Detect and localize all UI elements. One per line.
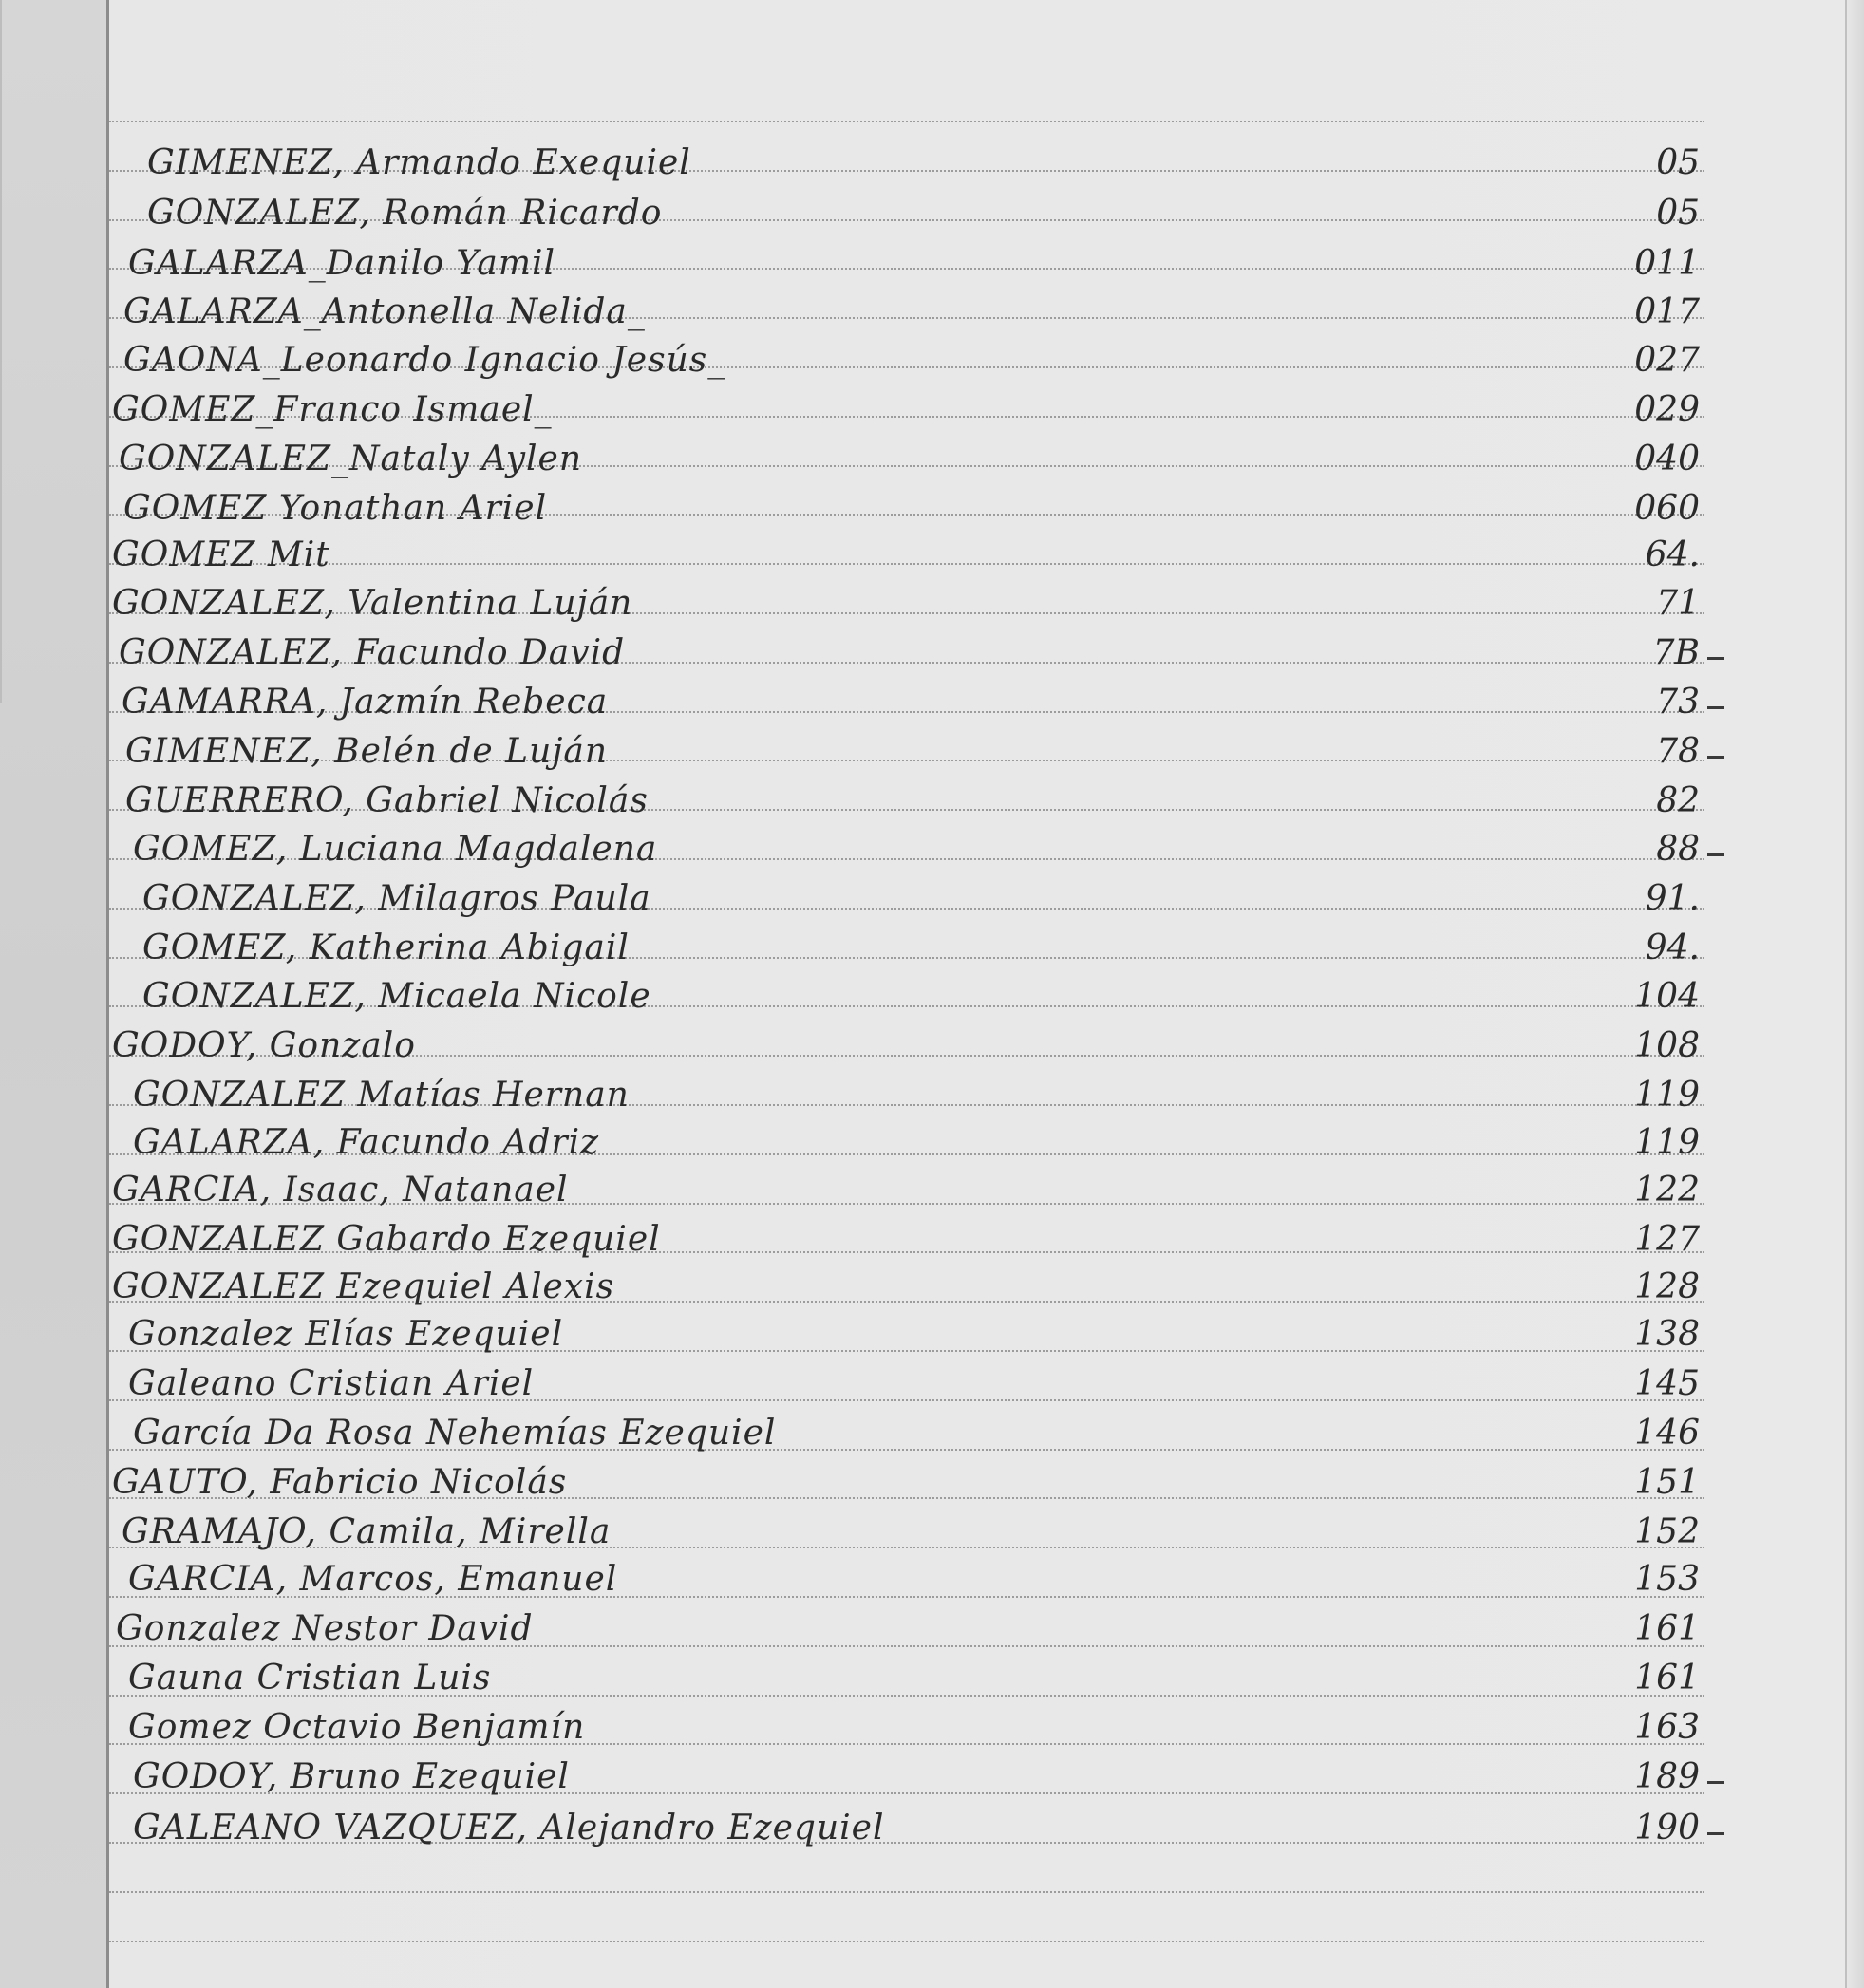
student-number: 151 (1634, 1463, 1700, 1502)
student-number: 029 (1634, 390, 1700, 429)
student-number: 146 (1634, 1414, 1700, 1453)
list-item (0, 1314, 1864, 1360)
student-name: GAUTO, Fabricio Nicolás (112, 1463, 568, 1502)
list-item (0, 1025, 1864, 1071)
list-item (0, 1808, 1864, 1853)
ruled-line (109, 121, 1704, 122)
list-item (0, 488, 1864, 534)
student-number: 145 (1634, 1364, 1700, 1403)
student-name: GODOY, Gonzalo (112, 1026, 416, 1065)
list-item (0, 389, 1864, 435)
list-item (0, 1219, 1864, 1265)
list-item (0, 1413, 1864, 1458)
list-item (0, 1559, 1864, 1604)
student-name: GIMENEZ, Armando Exequiel (147, 143, 691, 182)
list-item (0, 1462, 1864, 1508)
student-number: 060 (1634, 489, 1700, 528)
student-number: 91. (1645, 879, 1700, 918)
student-number: 122 (1634, 1171, 1700, 1210)
list-item (0, 1608, 1864, 1654)
student-name: GIMENEZ, Belén de Luján (125, 732, 609, 771)
student-number: 05 (1656, 194, 1700, 233)
trailing-dash (1707, 1781, 1724, 1784)
list-item (0, 1707, 1864, 1753)
list-item (0, 1266, 1864, 1312)
student-number: 138 (1634, 1315, 1700, 1354)
student-number: 73 (1656, 683, 1700, 722)
list-item (0, 731, 1864, 777)
trailing-dash (1707, 706, 1724, 709)
student-number: 163 (1634, 1708, 1700, 1747)
student-name: GOMEZ Mit (112, 535, 330, 574)
student-name: GALEANO VAZQUEZ, Alejandro Ezequiel (133, 1809, 885, 1847)
list-item (0, 780, 1864, 826)
list-item (0, 142, 1864, 188)
student-number: 05 (1656, 143, 1700, 182)
student-number: 88 (1656, 830, 1700, 869)
student-name: GRAMAJO, Camila, Mirella (122, 1512, 612, 1551)
student-number: 108 (1634, 1026, 1700, 1065)
student-name: GALARZA_Antonella Nelida_ (123, 292, 646, 331)
student-name: GONZALEZ, Facundo David (119, 633, 626, 672)
student-number: 152 (1634, 1512, 1700, 1551)
student-name: GONZALEZ, Milagros Paula (142, 879, 651, 918)
student-name: GONZALEZ, Román Ricardo (147, 194, 663, 233)
list-item (0, 243, 1864, 289)
student-name: GONZALEZ Gabardo Ezequiel (112, 1220, 661, 1259)
student-number: 119 (1634, 1123, 1700, 1162)
student-number: 78 (1656, 732, 1700, 771)
student-name: Gomez Octavio Benjamín (128, 1708, 586, 1747)
student-number: 119 (1634, 1076, 1700, 1115)
student-number: 027 (1634, 341, 1700, 380)
student-name: GOMEZ, Katherina Abigail (142, 928, 630, 967)
student-name: GONZALEZ, Micaela Nicole (142, 977, 651, 1016)
trailing-dash (1707, 1832, 1724, 1835)
list-item (0, 1170, 1864, 1215)
student-number: 040 (1634, 440, 1700, 478)
list-item (0, 340, 1864, 385)
student-name: Gonzalez Nestor David (116, 1609, 534, 1648)
list-item (0, 1075, 1864, 1120)
student-name: Gonzalez Elías Ezequiel (128, 1315, 564, 1354)
list-item (0, 193, 1864, 238)
student-name: GALARZA_Danilo Yamil (128, 244, 556, 283)
list-item (0, 1122, 1864, 1168)
student-name: GODOY, Bruno Ezequiel (133, 1757, 570, 1796)
list-item (0, 682, 1864, 727)
student-name: GOMEZ Yonathan Ariel (123, 489, 548, 528)
student-name: GARCIA, Marcos, Emanuel (128, 1560, 618, 1599)
student-name: GONZALEZ, Valentina Luján (112, 584, 633, 623)
ruled-line (109, 1941, 1704, 1942)
student-number: 190 (1634, 1809, 1700, 1847)
student-number: 127 (1634, 1220, 1700, 1259)
student-name: GALARZA, Facundo Adriz (133, 1123, 600, 1162)
student-number: 128 (1634, 1267, 1700, 1306)
student-number: 94. (1645, 928, 1700, 967)
student-name: GOMEZ, Luciana Magdalena (133, 830, 658, 869)
list-item (0, 535, 1864, 580)
trailing-dash (1707, 853, 1724, 856)
list-item (0, 976, 1864, 1022)
student-name: Gauna Cristian Luis (128, 1659, 492, 1697)
student-number: 82 (1656, 781, 1700, 820)
student-name: GOMEZ_Franco Ismael_ (112, 390, 553, 429)
student-name: GAONA_Leonardo Ignacio Jesús_ (123, 341, 726, 380)
student-name: GONZALEZ_Nataly Aylen (119, 440, 583, 478)
student-number: 71 (1656, 584, 1700, 623)
list-item (0, 583, 1864, 628)
list-item (0, 928, 1864, 973)
student-number: 153 (1634, 1560, 1700, 1599)
student-name: GUERRERO, Gabriel Nicolás (125, 781, 649, 820)
list-item (0, 291, 1864, 337)
list-item (0, 1658, 1864, 1703)
list-item (0, 1363, 1864, 1409)
list-item (0, 878, 1864, 924)
student-number: 011 (1634, 244, 1700, 283)
student-number: 017 (1634, 292, 1700, 331)
student-number: 64. (1645, 535, 1700, 574)
list-item (0, 439, 1864, 484)
trailing-dash (1707, 756, 1724, 759)
student-number: 7B (1652, 633, 1700, 672)
trailing-dash (1707, 657, 1724, 660)
student-name: García Da Rosa Nehemías Ezequiel (133, 1414, 777, 1453)
student-name: GONZALEZ Matías Hernan (133, 1076, 630, 1115)
ruled-line (109, 1891, 1704, 1893)
student-number: 104 (1634, 977, 1700, 1016)
student-number: 161 (1634, 1659, 1700, 1697)
student-number: 161 (1634, 1609, 1700, 1648)
student-name: GAMARRA, Jazmín Rebeca (122, 683, 609, 722)
student-name: GARCIA, Isaac, Natanael (112, 1171, 569, 1210)
student-name: Galeano Cristian Ariel (128, 1364, 535, 1403)
student-number: 189 (1634, 1757, 1700, 1796)
list-item (0, 829, 1864, 874)
list-item (0, 1511, 1864, 1557)
list-item (0, 632, 1864, 678)
student-name: GONZALEZ Ezequiel Alexis (112, 1267, 615, 1306)
list-item (0, 1756, 1864, 1802)
